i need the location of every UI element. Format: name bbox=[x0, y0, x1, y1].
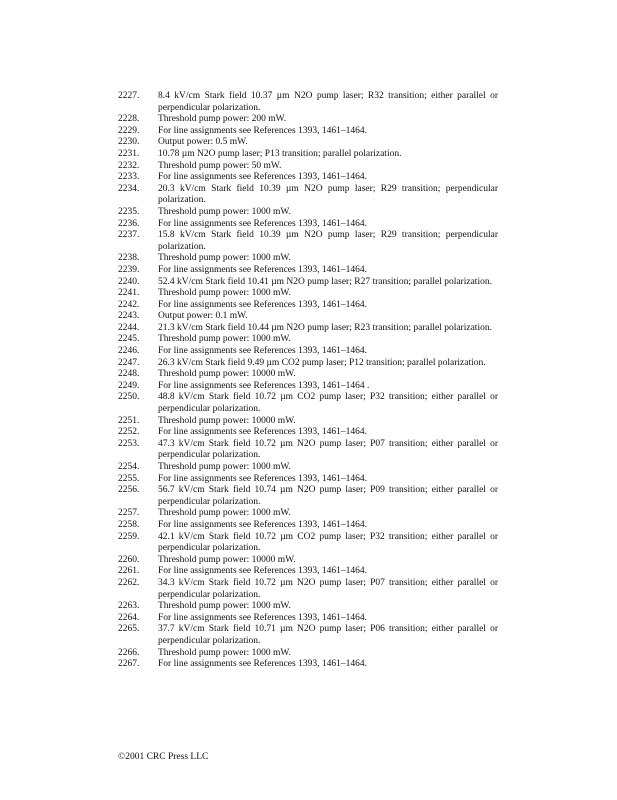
footnote-text: Threshold pump power: 10000 mW. bbox=[158, 369, 296, 380]
footnote-number: 2235. bbox=[118, 206, 140, 217]
footnote-text: 56.7 kV/cm Stark field 10.74 µm N2O pump laser; P09 transition; either parallel or perpendicular polarization. bbox=[158, 485, 498, 507]
footnote-item bbox=[118, 300, 498, 312]
footnote-number: 2255. bbox=[118, 473, 140, 484]
footnote-number: 2248. bbox=[118, 369, 140, 380]
footnote-text: For line assignments see References 1393, 1461–1464 . bbox=[158, 380, 370, 391]
footnote-text: Threshold pump power: 50 mW. bbox=[158, 160, 282, 171]
footnote-number: 2266. bbox=[118, 647, 140, 658]
footnote-list bbox=[118, 91, 498, 671]
footnote-number: 2247. bbox=[118, 357, 140, 368]
copyright-footer: ©2001 CRC Press LLC bbox=[118, 752, 209, 762]
footnote-item bbox=[118, 184, 498, 207]
footnote-number: 2251. bbox=[118, 415, 140, 426]
footnote-number: 2242. bbox=[118, 299, 140, 310]
footnote-item bbox=[118, 578, 498, 601]
footnote-number: 2227. bbox=[118, 91, 140, 101]
footnote-number: 2260. bbox=[118, 554, 140, 565]
footnote-text: 47.3 kV/cm Stark field 10.72 µm N2O pump laser; P07 transition; either parallel or perpendicular polarization. bbox=[158, 438, 498, 461]
footnote-text: Threshold pump power: 200 mW. bbox=[158, 114, 287, 125]
footnote-number: 2257. bbox=[118, 508, 140, 519]
footnote-number: 2258. bbox=[118, 519, 140, 530]
footnote-text: 8.4 kV/cm Stark field 10.37 µm N2O pump laser; R32 transition; either parallel or perpendicular polarization. bbox=[158, 91, 498, 113]
footnote-item bbox=[118, 149, 498, 161]
footnote-item bbox=[118, 323, 498, 335]
footnote-item bbox=[118, 520, 498, 532]
footnote-item bbox=[118, 648, 498, 660]
footnote-item bbox=[118, 265, 498, 277]
footnote-item bbox=[118, 624, 498, 647]
footnote-item bbox=[118, 172, 498, 184]
footnote-number: 2252. bbox=[118, 427, 140, 438]
footnote-item bbox=[118, 462, 498, 474]
footnote-text: For line assignments see References 1393, 1461–1464. bbox=[158, 125, 367, 136]
footnote-item bbox=[118, 230, 498, 253]
footnote-text: 42.1 kV/cm Stark field 10.72 µm CO2 pump laser; P32 transition; either parallel or perpendicular polarization. bbox=[158, 531, 498, 554]
footnote-item bbox=[118, 334, 498, 346]
footnote-item bbox=[118, 277, 498, 289]
footnote-item bbox=[118, 416, 498, 428]
footnote-number: 2240. bbox=[118, 276, 140, 287]
footnote-number: 2265. bbox=[118, 624, 140, 635]
footnote-number: 2263. bbox=[118, 601, 140, 612]
footnote-number: 2250. bbox=[118, 392, 140, 403]
footnote-text: Output power: 0.5 mW. bbox=[158, 137, 248, 148]
footnote-number: 2229. bbox=[118, 125, 140, 136]
footnote-text: 34.3 kV/cm Stark field 10.72 µm N2O pump laser; P07 transition; either parallel or perpendicular polarization. bbox=[158, 577, 498, 600]
footnote-number: 2244. bbox=[118, 322, 140, 333]
footnote-item bbox=[118, 114, 498, 126]
footnote-text: 48.8 kV/cm Stark field 10.72 µm CO2 pump laser; P32 transition; either parallel or perpendicular polarization. bbox=[158, 392, 498, 415]
footnote-text: Output power: 0.1 mW. bbox=[158, 311, 248, 322]
footnote-text: Threshold pump power: 1000 mW. bbox=[158, 508, 291, 519]
footnote-number: 2264. bbox=[118, 612, 140, 623]
footnote-text: For line assignments see References 1393, 1461–1464. bbox=[158, 519, 367, 530]
footnote-text: Threshold pump power: 1000 mW. bbox=[158, 253, 291, 264]
footnote-text: Threshold pump power: 1000 mW. bbox=[158, 647, 291, 658]
footnote-number: 2230. bbox=[118, 137, 140, 148]
footnote-number: 2239. bbox=[118, 264, 140, 275]
footnote-item bbox=[118, 91, 498, 114]
footnote-item bbox=[118, 311, 498, 323]
footnote-text: 37.7 kV/cm Stark field 10.71 µm N2O pump laser; P06 transition; either parallel or perpendicular polarization. bbox=[158, 624, 498, 646]
footnote-number: 2262. bbox=[118, 577, 140, 588]
footnote-item bbox=[118, 439, 498, 462]
footnote-number: 2234. bbox=[118, 183, 140, 194]
footnote-text: For line assignments see References 1393, 1461–1464. bbox=[158, 264, 367, 275]
footnote-item bbox=[118, 532, 498, 555]
footnote-number: 2253. bbox=[118, 438, 140, 449]
footnote-item bbox=[118, 566, 498, 578]
footnote-text: For line assignments see References 1393, 1461–1464. bbox=[158, 218, 367, 229]
footnote-text: For line assignments see References 1393, 1461–1464. bbox=[158, 427, 367, 438]
footnote-item bbox=[118, 381, 498, 393]
footnote-item bbox=[118, 219, 498, 231]
footnote-item bbox=[118, 392, 498, 415]
footnote-text: For line assignments see References 1393, 1461–1464. bbox=[158, 566, 367, 577]
footnote-item bbox=[118, 555, 498, 567]
footnote-number: 2254. bbox=[118, 462, 140, 472]
footnote-text: 26.3 kV/cm Stark field 9.49 µm CO2 pump laser; P12 transition; parallel polarization. bbox=[158, 357, 486, 368]
footnote-text: Threshold pump power: 1000 mW. bbox=[158, 288, 291, 299]
footnote-text: Threshold pump power: 1000 mW. bbox=[158, 462, 291, 472]
footnote-number: 2256. bbox=[118, 485, 140, 496]
footnote-number: 2237. bbox=[118, 230, 140, 241]
footnote-text: For line assignments see References 1393, 1461–1464. bbox=[158, 172, 367, 183]
footnote-text: 21.3 kV/cm Stark field 10.44 µm N2O pump laser; R23 transition; parallel polarization. bbox=[158, 322, 492, 333]
footnote-number: 2233. bbox=[118, 172, 140, 183]
footnote-number: 2267. bbox=[118, 659, 140, 670]
footnote-number: 2246. bbox=[118, 346, 140, 357]
footnote-item bbox=[118, 485, 498, 508]
footnote-text: Threshold pump power: 1000 mW. bbox=[158, 601, 291, 612]
footnote-item bbox=[118, 161, 498, 173]
footnote-item bbox=[118, 601, 498, 613]
footnote-number: 2243. bbox=[118, 311, 140, 322]
footnote-text: Threshold pump power: 1000 mW. bbox=[158, 334, 291, 345]
footnote-text: 52.4 kV/cm Stark field 10.41 µm N2O pump laser; R27 transition; parallel polarization. bbox=[158, 276, 492, 287]
footnote-text: 20.3 kV/cm Stark field 10.39 µm N2O pump laser; R29 transition; perpendicular polarization. bbox=[158, 183, 498, 206]
footnote-text: For line assignments see References 1393, 1461–1464. bbox=[158, 659, 367, 670]
footnote-number: 2228. bbox=[118, 114, 140, 125]
footnote-item bbox=[118, 613, 498, 625]
footnote-item bbox=[118, 358, 498, 370]
footnote-text: For line assignments see References 1393, 1461–1464. bbox=[158, 612, 367, 623]
footnote-text: For line assignments see References 1393, 1461–1464. bbox=[158, 473, 367, 484]
footnote-text: Threshold pump power: 1000 mW. bbox=[158, 206, 291, 217]
footnote-number: 2241. bbox=[118, 288, 140, 299]
footnote-number: 2259. bbox=[118, 531, 140, 542]
footnote-text: Threshold pump power: 10000 mW. bbox=[158, 415, 296, 426]
footnote-item bbox=[118, 253, 498, 265]
footnote-item bbox=[118, 288, 498, 300]
footnote-item bbox=[118, 207, 498, 219]
footnote-number: 2261. bbox=[118, 566, 140, 577]
footnote-text: 10.78 µm N2O pump laser; P13 transition; parallel polarization. bbox=[158, 148, 402, 159]
footnote-item bbox=[118, 126, 498, 138]
footnote-item bbox=[118, 369, 498, 381]
footnote-item bbox=[118, 659, 498, 671]
footnote-item bbox=[118, 427, 498, 439]
footnote-text: For line assignments see References 1393, 1461–1464. bbox=[158, 299, 367, 310]
footnote-text: 15.8 kV/cm Stark field 10.39 µm N2O pump laser; R29 transition; perpendicular polarization. bbox=[158, 230, 498, 252]
footnote-text: For line assignments see References 1393, 1461–1464. bbox=[158, 346, 367, 357]
footnote-text: Threshold pump power: 10000 mW. bbox=[158, 554, 296, 565]
footnote-number: 2236. bbox=[118, 218, 140, 229]
footnote-item bbox=[118, 474, 498, 486]
footnote-item bbox=[118, 137, 498, 149]
footnote-number: 2238. bbox=[118, 253, 140, 264]
footnote-item bbox=[118, 346, 498, 358]
footnote-item bbox=[118, 508, 498, 520]
footnote-number: 2245. bbox=[118, 334, 140, 345]
footnote-number: 2232. bbox=[118, 160, 140, 171]
footnote-number: 2231. bbox=[118, 148, 140, 159]
footnote-number: 2249. bbox=[118, 380, 140, 391]
